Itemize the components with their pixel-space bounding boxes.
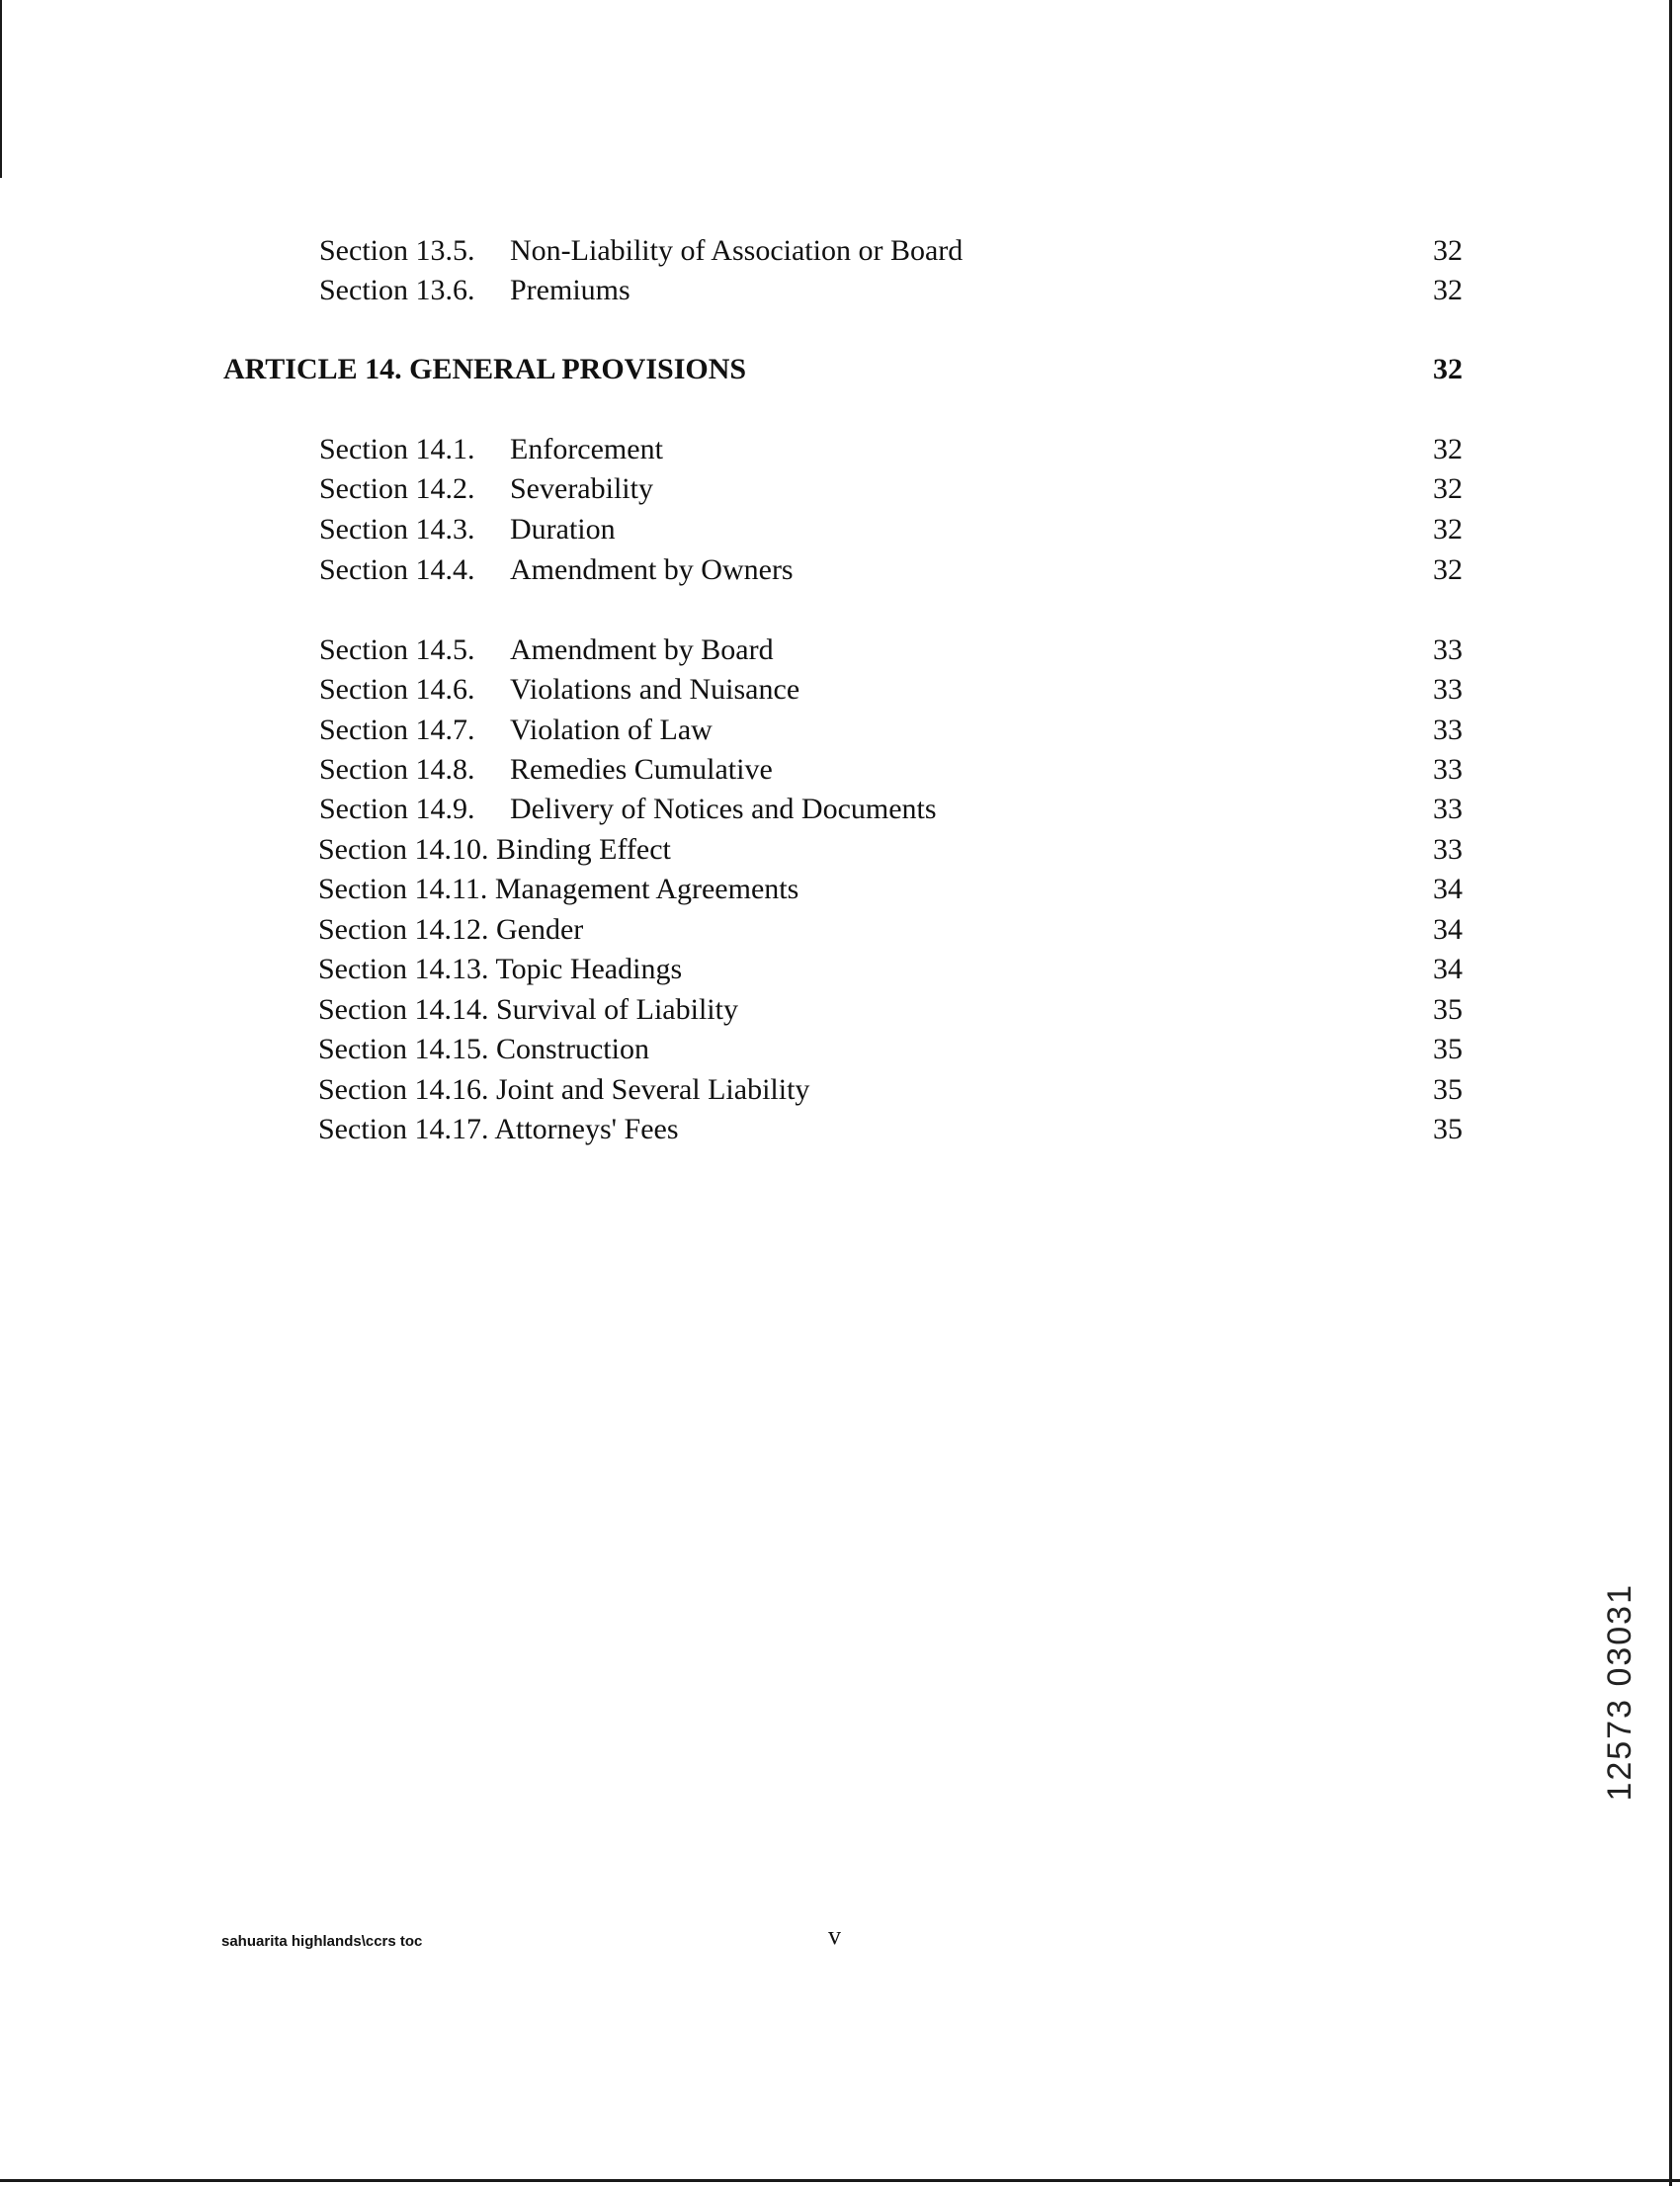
page-number: 32: [1433, 472, 1463, 505]
page-number: 33: [1433, 793, 1463, 825]
page-number: 33: [1433, 673, 1463, 706]
section-entry: Section 14.13. Topic Headings: [318, 953, 683, 985]
page-number: 33: [1433, 753, 1463, 786]
section-title: Violations and Nuisance: [510, 673, 800, 706]
section-title: Enforcement: [510, 433, 663, 465]
page-number: 33: [1433, 633, 1463, 666]
page-number: 32: [1433, 553, 1463, 586]
section-title: Amendment by Board: [510, 633, 774, 666]
recording-stamp: [1601, 1583, 1640, 1870]
section-title: Non-Liability of Association or Board: [510, 234, 964, 267]
section-entry: Section 14.15. Construction: [318, 1033, 649, 1065]
section-number: Section 13.5.: [319, 234, 475, 267]
section-entry: Section 14.12. Gender: [318, 913, 584, 946]
page-number: 33: [1433, 833, 1463, 866]
section-number: Section 14.7.: [319, 714, 475, 746]
page-number: 32: [1433, 433, 1463, 465]
page-number: 35: [1433, 1033, 1463, 1065]
section-title: Remedies Cumulative: [510, 753, 773, 786]
section-title: Severability: [510, 472, 653, 505]
section-entry: Section 14.10. Binding Effect: [318, 833, 671, 866]
page-number: 32: [1433, 234, 1463, 267]
section-entry: Section 14.14. Survival of Liability: [318, 993, 738, 1026]
footer-page-number: v: [828, 1921, 841, 1950]
section-title: Amendment by Owners: [510, 553, 794, 586]
section-entry: Section 14.16. Joint and Several Liability: [318, 1073, 810, 1106]
section-entry: Section 14.11. Management Agreements: [318, 873, 799, 905]
page-number: 34: [1433, 913, 1463, 946]
page-number: 33: [1433, 714, 1463, 746]
section-entry: Section 14.17. Attorneys' Fees: [318, 1113, 679, 1145]
scan-edge-right: [1669, 0, 1672, 2186]
article-heading: ARTICLE 14. GENERAL PROVISIONS: [223, 353, 747, 385]
section-number: Section 13.6.: [319, 274, 475, 306]
page-number: 32: [1433, 274, 1463, 306]
section-number: Section 14.8.: [319, 753, 475, 786]
article-page-number: 32: [1433, 353, 1463, 385]
section-number: Section 14.3.: [319, 513, 475, 546]
section-title: Duration: [510, 513, 616, 546]
section-title: Violation of Law: [510, 714, 713, 746]
page-number: 35: [1433, 1113, 1463, 1145]
section-number: Section 14.2.: [319, 472, 475, 505]
footer-file-path: sahuarita highlands\ccrs toc: [221, 1933, 423, 1950]
section-number: Section 14.1.: [319, 433, 475, 465]
scan-edge-left: [0, 0, 2, 178]
scan-edge-bottom: [0, 2179, 1680, 2182]
section-title: Premiums: [510, 274, 630, 306]
section-number: Section 14.4.: [319, 553, 475, 586]
section-number: Section 14.5.: [319, 633, 475, 666]
page-number: 32: [1433, 513, 1463, 546]
recording-number: 12573 03031: [1601, 1583, 1638, 1802]
page-number: 35: [1433, 1073, 1463, 1106]
section-title: Delivery of Notices and Documents: [510, 793, 937, 825]
section-number: Section 14.6.: [319, 673, 475, 706]
page-number: 34: [1433, 953, 1463, 985]
section-number: Section 14.9.: [319, 793, 475, 825]
page-number: 35: [1433, 993, 1463, 1026]
page-number: 34: [1433, 873, 1463, 905]
